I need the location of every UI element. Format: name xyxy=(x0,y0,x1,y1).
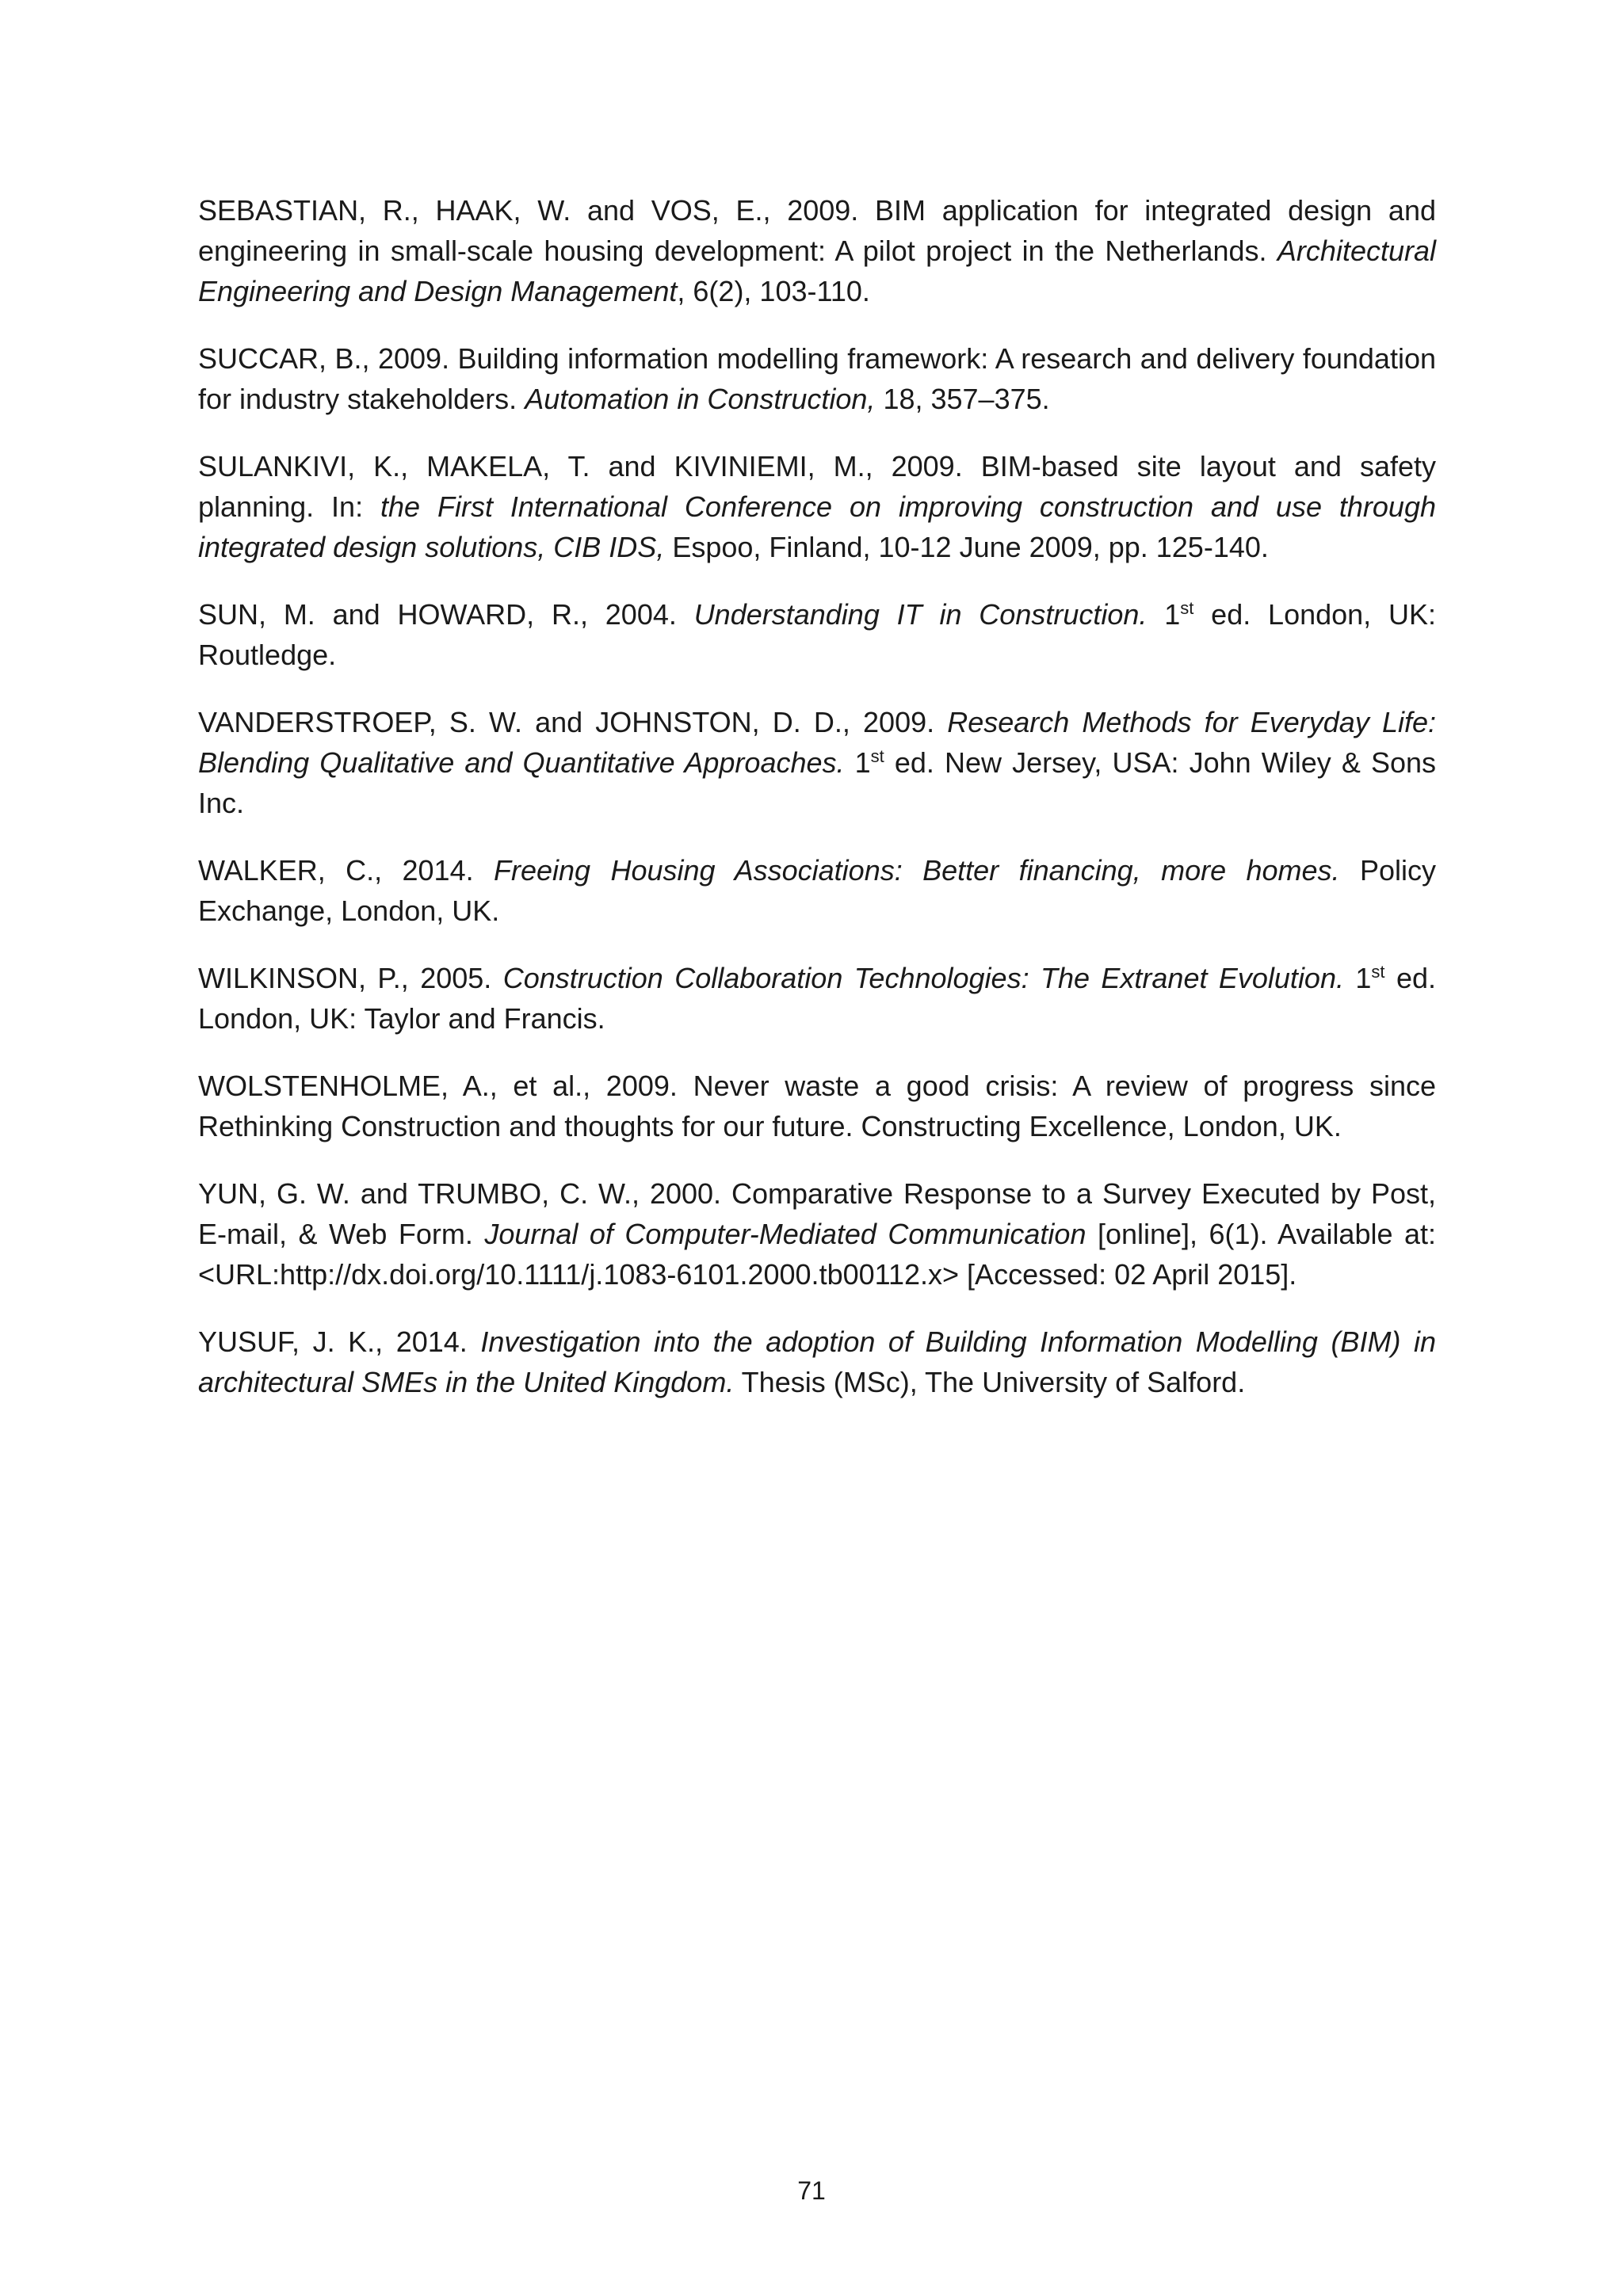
reference-text: Espoo, Finland, 10-12 June 2009, pp. 125-140. xyxy=(664,531,1269,563)
reference-text: Policy Exchange, London, UK. xyxy=(198,854,1436,927)
reference-text: 1 xyxy=(1147,598,1181,631)
reference-italic-title: Construction Collaboration Technologies: The Extranet Evolution. xyxy=(502,962,1344,994)
reference-text: SUN, M. and HOWARD, R., 2004. xyxy=(198,598,694,631)
reference-entry xyxy=(198,850,1436,931)
reference-italic-title: Journal of Computer-Mediated Communication xyxy=(484,1218,1086,1250)
reference-entry xyxy=(198,594,1436,675)
reference-list xyxy=(198,190,1436,1429)
reference-italic-title: Architectural Engineering and Design Management xyxy=(198,235,1436,307)
reference-text: ed. London, UK: Taylor and Francis. xyxy=(198,962,1436,1035)
reference-text: 1 xyxy=(1343,962,1372,994)
reference-text: SUCCAR, B., 2009. Building information modelling framework: A research and delivery foundation for industry stakeholders. xyxy=(198,342,1436,415)
reference-text: Thesis (MSc), The University of Salford. xyxy=(734,1366,1246,1398)
reference-entry xyxy=(198,1173,1436,1295)
reference-entry xyxy=(198,338,1436,419)
reference-text: 1 xyxy=(844,746,871,779)
reference-entry xyxy=(198,1066,1436,1146)
page-number: 71 xyxy=(797,2176,826,2205)
reference-italic-title: Investigation into the adoption of Building Information Modelling (BIM) in architectural SMEs in the United Kingdom. xyxy=(198,1325,1437,1398)
ordinal-superscript: st xyxy=(1371,962,1385,982)
reference-text: WILKINSON, P., 2005. xyxy=(198,962,503,994)
reference-text: VANDERSTROEP, S. W. and JOHNSTON, D. D., 2009. xyxy=(198,706,948,738)
reference-italic-title: Understanding IT in Construction. xyxy=(693,598,1148,631)
reference-text: ed. London, UK: Routledge. xyxy=(198,598,1436,671)
reference-italic-title: Freeing Housing Associations: Better financing, more homes. xyxy=(494,854,1340,887)
reference-text: SEBASTIAN, R., HAAK, W. and VOS, E., 2009. BIM application for integrated design and engineering in small-scale housing development: A pilot project in the Netherlands. xyxy=(198,194,1436,267)
reference-text: SULANKIVI, K., MAKELA, T. and KIVINIEMI, M., 2009. BIM-based site layout and safety planning. In: xyxy=(198,450,1436,523)
ordinal-superscript: st xyxy=(1180,598,1194,618)
ordinal-superscript: st xyxy=(870,746,884,766)
reference-text: , 6(2), 103-110. xyxy=(677,275,870,307)
reference-entry xyxy=(198,190,1436,311)
reference-entry xyxy=(198,446,1436,567)
reference-italic-title: the First International Conference on improving construction and use through integrated design solutions, CIB IDS, xyxy=(198,490,1436,563)
reference-text: 18, 357–375. xyxy=(875,383,1050,415)
reference-text: WALKER, C., 2014. xyxy=(198,854,494,887)
reference-italic-title: Automation in Construction, xyxy=(525,383,876,415)
reference-entry xyxy=(198,1322,1436,1402)
reference-entry xyxy=(198,958,1436,1039)
reference-text: ed. New Jersey, USA: John Wiley & Sons Inc. xyxy=(198,746,1436,819)
reference-entry xyxy=(198,702,1436,823)
reference-italic-title: Research Methods for Everyday Life: Blending Qualitative and Quantitative Approaches. xyxy=(198,706,1436,779)
reference-text: YUN, G. W. and TRUMBO, C. W., 2000. Comparative Response to a Survey Executed by Post, E-mail, & Web Form. xyxy=(198,1177,1436,1250)
reference-text: YUSUF, J. K., 2014. xyxy=(198,1325,481,1358)
reference-text: WOLSTENHOLME, A., et al., 2009. Never waste a good crisis: A review of progress since Rethinking Construction and thoughts for our future. Constructing Excellence, London, UK. xyxy=(198,1070,1436,1142)
reference-text: [online], 6(1). Available at: <URL:http://dx.doi.org/10.1111/j.1083-6101.2000.tb00112.x> [Accessed: 02 April 2015]. xyxy=(198,1218,1437,1291)
